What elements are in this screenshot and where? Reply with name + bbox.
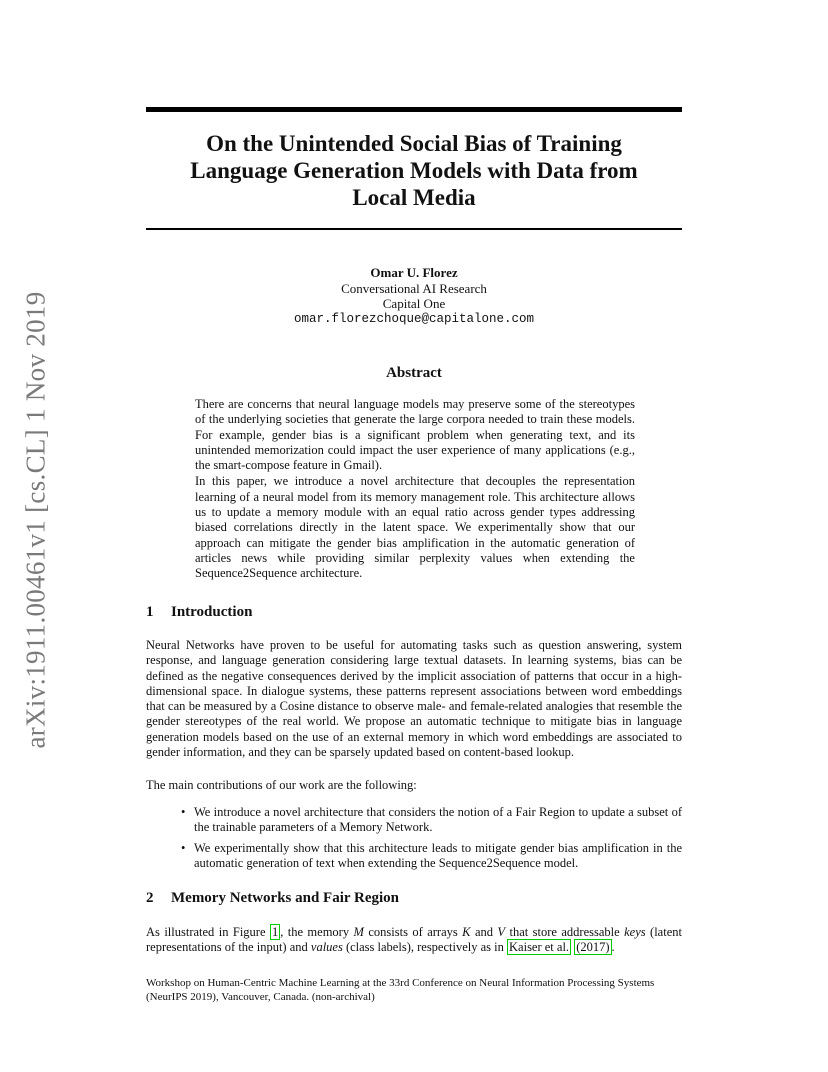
author-affiliation: Conversational AI Research: [341, 280, 487, 296]
section-number: 2: [146, 890, 154, 906]
text-run: (latent representations of the input) and: [146, 925, 682, 955]
emphasis-values: values: [310, 940, 343, 955]
figure-reference-link[interactable]: 1: [271, 925, 279, 939]
list-item-text: We introduce a novel architecture that considers the notion of a Fair Region to update a subset of the trainable parameters of a Memory Network.: [194, 805, 682, 835]
emphasis-keys: keys: [624, 925, 646, 939]
title-bottom-rule: [146, 228, 682, 230]
text-run: As illustrated in Figure: [146, 925, 270, 939]
bullet-icon: •: [181, 805, 186, 819]
section-heading-memory-networks: [146, 890, 399, 907]
list-item: [146, 841, 682, 872]
title-line: Local Media: [352, 185, 476, 210]
citation-link-authors[interactable]: Kaiser et al.: [509, 940, 570, 955]
math-symbol-v: V: [497, 925, 506, 939]
contributions-list: [146, 805, 682, 876]
math-symbol-m: M: [353, 925, 364, 939]
bullet-icon: •: [181, 840, 186, 855]
author-organization: Capital One: [382, 296, 446, 311]
memory-networks-paragraph: [146, 925, 682, 956]
abstract-paragraph: In this paper, we introduce a novel architecture that decouples the representation learning of a neural model from its memory management role. This architecture allows us to update a memory module with an equal ratio across gender types addressing biased correlations directly in the latent space. We experimentally show that our approach can mitigate the gender bias amplification in the automatic generation of articles news while providing similar perplexity values when extending the Sequence2Sequence architecture.: [195, 474, 635, 581]
contributions-intro: The main contributions of our work are the following:: [146, 778, 417, 792]
intro-paragraph: Neural Networks have proven to be useful for automating tasks such as question answering, system response, and language generation considering large textual datasets. In learning systems, bias can be defined as the negative consequences derived by the implicit association of patterns that occur in a high-dimensional space. In dialogue systems, these patterns represent associations between word embeddings that can be measured by a Cosine distance to observe male- and female-related analogies that resemble the gender stereotypes of the real world. We propose an automatic technique to mitigate bias in language generation models based on the use of an external memory in which word embeddings are associated to gender information, and they can be sparsely updated based on content-based lookup.: [146, 638, 682, 760]
title-line: Language Generation Models with Data from: [190, 158, 638, 183]
abstract-body: [195, 397, 635, 583]
author-email[interactable]: omar.florezchoque@capitalone.com: [293, 311, 535, 326]
text-run: (class labels), respectively as in: [342, 940, 508, 955]
math-symbol-k: K: [462, 925, 471, 939]
text-run: .: [611, 940, 615, 955]
arxiv-identifier-stamp: arXiv:1911.00461v1 [cs.CL] 1 Nov 2019: [20, 291, 51, 749]
text-run: consists of arrays: [363, 925, 463, 939]
title-top-rule: [146, 107, 682, 112]
abstract-heading: Abstract: [386, 365, 442, 381]
paper-title: [146, 130, 682, 211]
title-line: On the Unintended Social Bias of Training: [206, 131, 622, 156]
list-item-text: We experimentally show that this architecture leads to mitigate gender bias amplification in the automatic generation of text when extending the Sequence2Sequence model.: [194, 840, 682, 870]
workshop-footnote: Workshop on Human-Centric Machine Learning at the 33rd Conference on Neural Information Processing Systems (NeurIPS 2019), Vancouver, Canada. (non-archival): [146, 977, 655, 1003]
section-title: Introduction: [171, 604, 253, 620]
text-run: , the memory: [280, 925, 354, 939]
abstract-paragraph: There are concerns that neural language models may preserve some of the stereotypes of the underlying societies that generate the large corpora needed to train these models. For example, gender bias is a significant problem when generating text, and its unintended memorization could impact the user experience of many applications (e.g., the smart-compose feature in Gmail).: [195, 397, 635, 473]
section-number: 1: [146, 604, 154, 620]
text-run: and: [470, 925, 498, 939]
list-item: [146, 805, 682, 836]
author-name: Omar U. Florez: [370, 265, 458, 280]
section-heading-introduction: [146, 604, 252, 621]
section-title: Memory Networks and Fair Region: [171, 890, 400, 906]
text-run: that store addressable: [505, 925, 625, 939]
author-block: [146, 265, 682, 327]
citation-link-year[interactable]: (2017): [576, 940, 610, 955]
